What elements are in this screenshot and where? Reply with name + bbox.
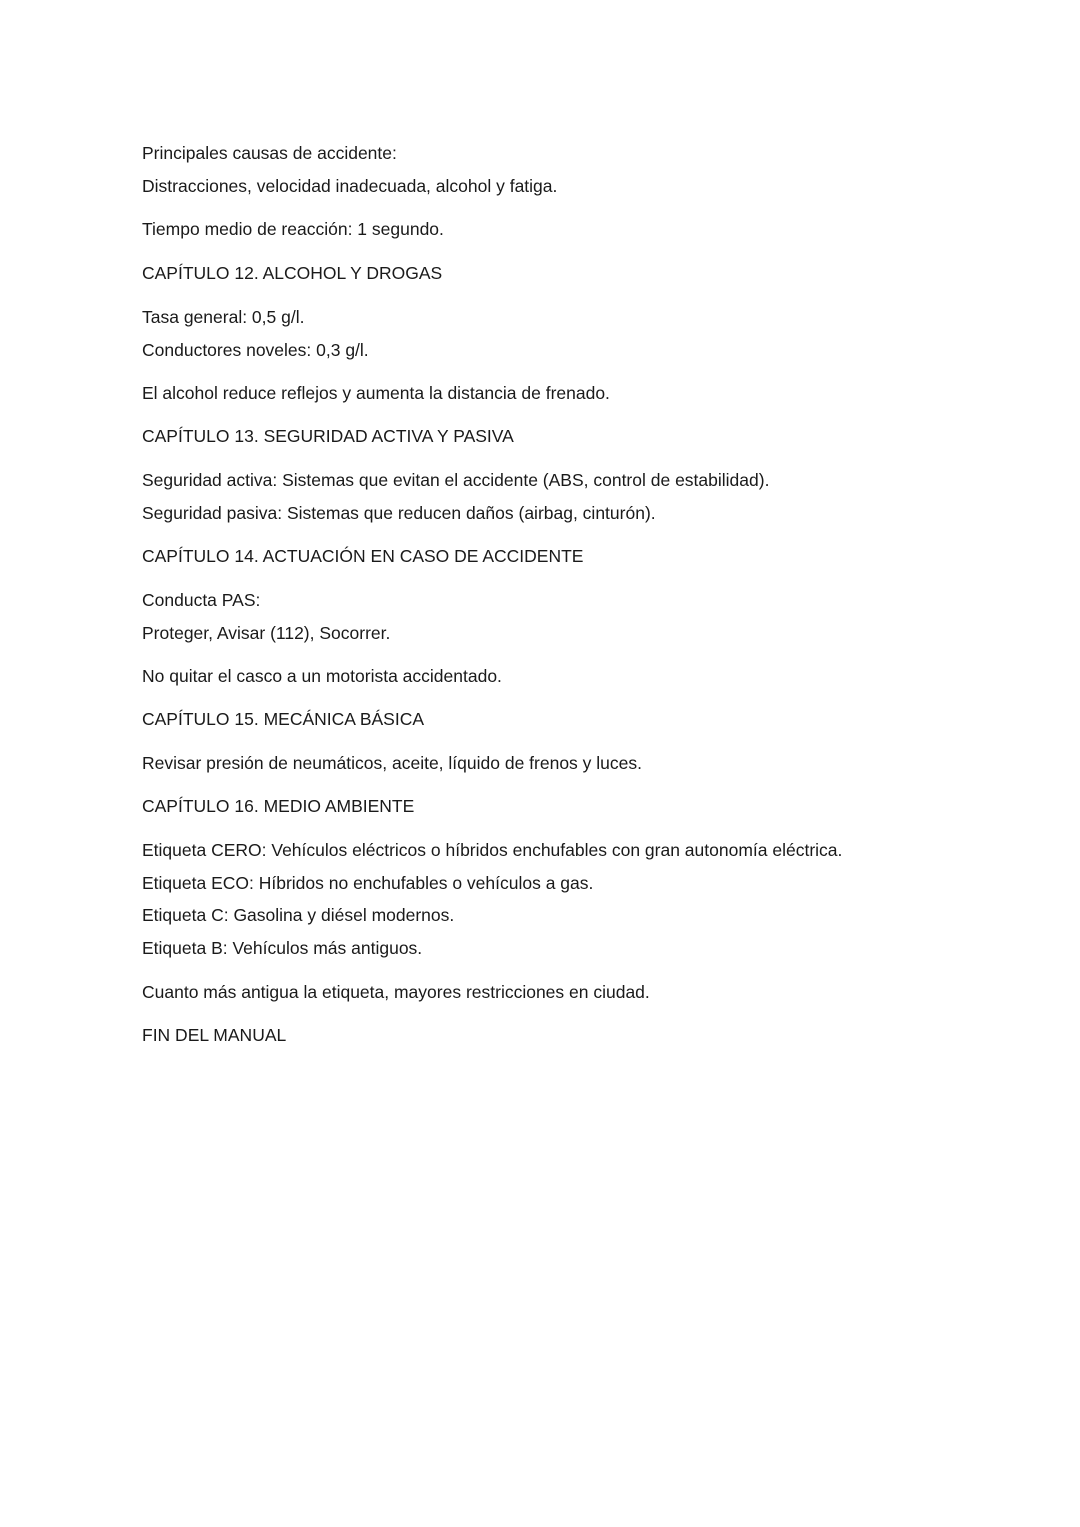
- text-line: Conducta PAS:: [142, 590, 261, 610]
- text-line: Cuanto más antigua la etiqueta, mayores restricciones en ciudad.: [142, 982, 650, 1002]
- chapter-heading: CAPÍTULO 14. ACTUACIÓN EN CASO DE ACCIDENTE: [142, 546, 584, 566]
- text-line: El alcohol reduce reflejos y aumenta la distancia de frenado.: [142, 383, 610, 403]
- chapter-heading: CAPÍTULO 16. MEDIO AMBIENTE: [142, 796, 415, 816]
- text-line: No quitar el casco a un motorista accidentado.: [142, 666, 502, 686]
- text-line: Etiqueta B: Vehículos más antiguos.: [142, 938, 423, 958]
- chapter-heading: CAPÍTULO 12. ALCOHOL Y DROGAS: [142, 263, 443, 283]
- chapter-heading: CAPÍTULO 13. SEGURIDAD ACTIVA Y PASIVA: [142, 426, 514, 446]
- text-line: Etiqueta ECO: Híbridos no enchufables o vehículos a gas.: [142, 873, 594, 893]
- chapter-heading: CAPÍTULO 15. MECÁNICA BÁSICA: [142, 709, 425, 729]
- text-line: Tiempo medio de reacción: 1 segundo.: [142, 219, 444, 239]
- text-line: Distracciones, velocidad inadecuada, alcohol y fatiga.: [142, 176, 558, 196]
- text-line: Etiqueta CERO: Vehículos eléctricos o híbridos enchufables con gran autonomía eléctrica.: [142, 840, 843, 860]
- text-line: Revisar presión de neumáticos, aceite, líquido de frenos y luces.: [142, 753, 642, 773]
- text-line: Principales causas de accidente:: [142, 143, 397, 163]
- text-line: Tasa general: 0,5 g/l.: [142, 307, 305, 327]
- text-line: Conductores noveles: 0,3 g/l.: [142, 340, 369, 360]
- closing-line: FIN DEL MANUAL: [142, 1025, 287, 1045]
- text-line: Seguridad pasiva: Sistemas que reducen daños (airbag, cinturón).: [142, 503, 656, 523]
- text-line: Seguridad activa: Sistemas que evitan el accidente (ABS, control de estabilidad).: [142, 470, 770, 490]
- text-line: Proteger, Avisar (112), Socorrer.: [142, 623, 391, 643]
- text-line: Etiqueta C: Gasolina y diésel modernos.: [142, 905, 455, 925]
